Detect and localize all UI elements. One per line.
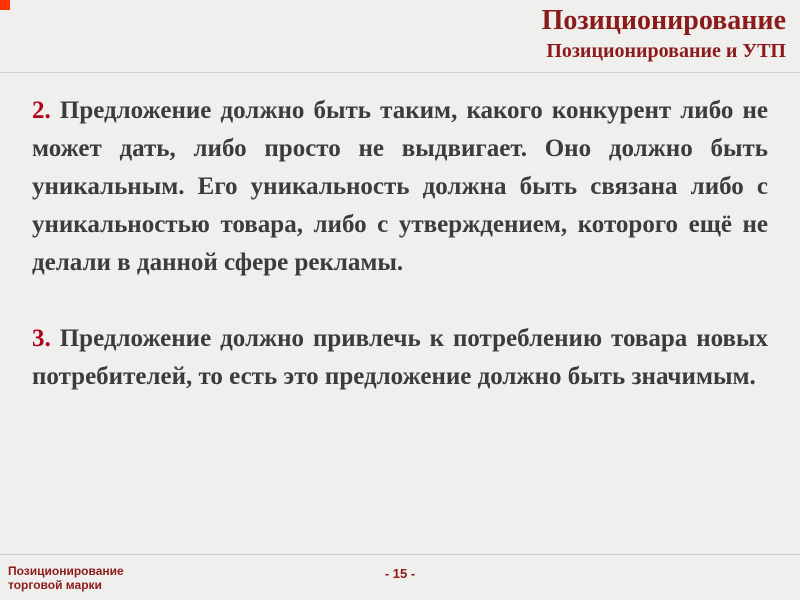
paragraph-2-number: 2. — [32, 97, 51, 124]
footer-divider — [0, 554, 800, 555]
slide-content — [32, 92, 768, 396]
footer-line-2: торговой марки — [8, 578, 102, 592]
slide-title: Позиционирование — [541, 5, 786, 36]
paragraph-3-number: 3. — [32, 325, 51, 352]
footer-line-1: Позиционирование — [8, 564, 124, 578]
paragraph-2 — [32, 92, 768, 282]
slide-header — [542, 4, 786, 64]
corner-marker — [0, 0, 10, 10]
paragraph-2-text: Предложение должно быть таким, какого конкурент либо не может дать, либо просто не выдвигает. Оно должно быть уникальным. Его уникальность должна быть связана либо с уникальностью товара, либо с утверждением, которого ещё не делали в данной сфере рекламы. — [32, 97, 768, 276]
page-number: - 15 - — [384, 566, 416, 581]
paragraph-3 — [32, 320, 768, 396]
slide-subtitle: Позиционирование и УТП — [546, 40, 786, 62]
paragraph-3-text: Предложение должно привлечь к потреблению товара новых потребителей, то есть это предложение должно быть значимым. — [32, 325, 769, 390]
header-divider — [0, 72, 800, 73]
